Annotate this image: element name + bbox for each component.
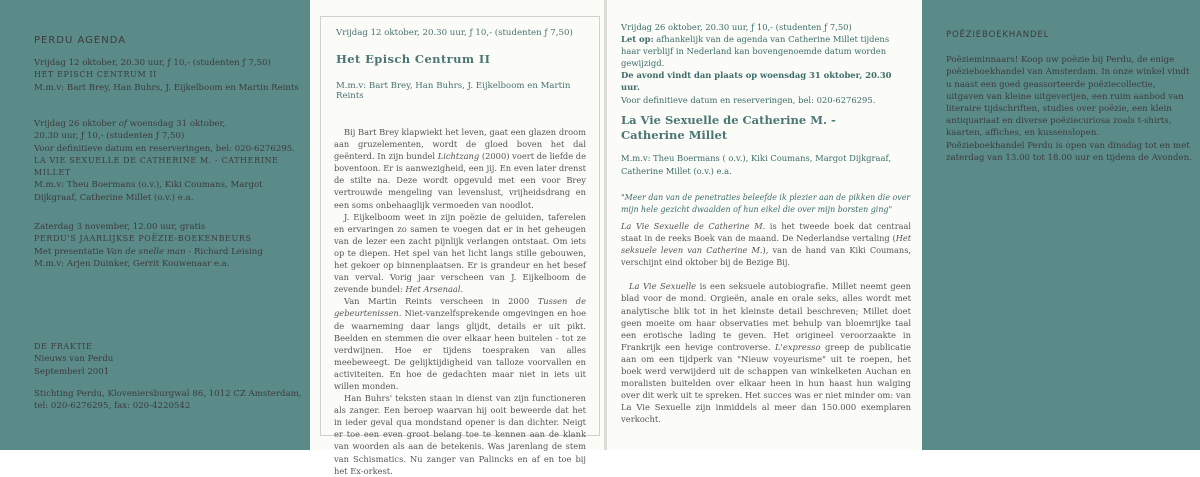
footer-phone: tel: 020-6276295, fax: 020-4220542 — [34, 401, 191, 412]
paragraph-boek-van-de-maand: La Vie Sexuelle de Catherine M. is het tweede boek dat centraal staat in de reeks Boek van de maand. De Nederlandse vertaling (Het seksuele leven van Catherine M.), van de hand van Kiki Coumans, verschijnt eind oktober bij de Bezige Bij. — [621, 221, 912, 268]
agenda-event-3 — [34, 221, 306, 270]
page-2-quote: "Meer dan van de penetraties beleefde ik plezier aan de pikken die over mijn hele gezicht dwaalden of hun eikel die over mijn borsten ging" — [621, 193, 911, 214]
event-2-date: Vrijdag 26 oktober of woensdag 31 oktober, — [34, 119, 226, 129]
footer-fraktie: DE FRAKTIE — [34, 342, 93, 351]
page-2-mmv: M.m.v: Theu Boermans ( o.v.), Kiki Coumans, Margot Dijkgraaf, Catherine Millet (o.v.) e.a. — [621, 153, 891, 176]
event-1-mmv: M.m.v: Bart Brey, Han Buhrs, J. Eijkelboom en Martin Reints — [34, 82, 299, 93]
paragraph-buhrs: Han Buhrs' teksten staan in dienst van zijn functioneren als zanger. Een beroep waarvan hij ooit beweerde dat het in ieder geval qua mondstand opener is dan dichter. Neigt er toe een even groot belang toe te kennen aan de klank van woorden als aan de betekenis. Was jarenlang de stem van Schismatics. Nu zanger van Palincks en af en toe bij het Ex-orkest. — [334, 393, 586, 476]
event-1-name: HET EPISCH CENTRUM II — [34, 70, 157, 80]
bookshop-info — [946, 29, 1196, 164]
page-2-reservations: Voor definitieve datum en reserveringen, bel: 020-6276295. — [621, 94, 876, 105]
footer-nieuws: Nieuws van Perdu — [34, 354, 114, 365]
event-3-mmv: M.m.v: Arjen Duinker, Gerrit Kouwenaar e.a. — [34, 258, 230, 269]
event-2-name-cont: MILLET — [34, 168, 71, 178]
event-2-mmv: M.m.v: Theu Boermans (o.v.), Kiki Coumans, Margot — [34, 180, 263, 191]
event-2-reservations: Voor definitieve datum en reserveringen, bel: 020-6276295. — [34, 143, 296, 154]
event-2-price: 20.30 uur, ƒ 10,- (studenten ƒ 7,50) — [34, 131, 185, 142]
paragraph-autobiografie: La Vie Sexuelle is een seksuele autobiografie. Millet neemt geen blad voor de mond. Orgieën, anale en orale seks, alles wordt met analytische blik tot in het kleinste detail beschreven; Millet doet geen moeite om haar observaties met behulp van bloemrijke taal een erotische lading te geven. Het origineel veroorzaakte in Frankrijk een hevige controverse. L'expresso greep de publicatie aan om een tijdperk van "Nieuw voyeurisme" uit te roepen, het boek werd verwijderd uit de schappen van winkelketen Auchan en moralisten buitelden over elkaar heen in hun haast hun walging over dit werk uit te spreken. Het succes was er niet minder om: van La Vie Sexuelle zijn inmiddels al meer dan 150.000 exemplaren verkocht. — [621, 281, 911, 425]
event-1-date: Vrijdag 12 oktober, 20.30 uur, ƒ 10,- (studenten ƒ 7,50) — [34, 58, 271, 68]
event-3-date: Zaterdag 3 november, 12.00 uur, gratis — [34, 222, 206, 232]
page-1-date: Vrijdag 12 oktober, 20.30 uur, ƒ 10,- (studenten ƒ 7,50) — [336, 28, 573, 38]
agenda-footer — [34, 341, 306, 412]
page-2-title: La Vie Sexuelle de Catherine M. - Catherine Millet — [621, 113, 836, 142]
page-2-note: Let op: afhankelijk van de agenda van Catherine Millet tijdens haar verblijf in Nederland kan bovengenoemde datum worden gewijzigd. — [621, 34, 890, 69]
agenda-title: PERDU AGENDA — [34, 35, 127, 46]
paragraph-reints: Van Martin Reints verscheen in 2000 Tussen de gebeurtenissen. Niet-vanzelfsprekende omgevingen en hoe de waarneming daar langs glijdt, details er uit pikt. Beelden en stemmen die over elkaar heen buitelen - tot ze verdwijnen. Hoe er tijdens toespraken van alles meebeweegt. De gelijktijdigheid van talloze voorvallen en activiteiten. En hoe de gedachten maar niet in iets uit willen monden. — [334, 296, 586, 391]
page-2-header — [621, 21, 911, 106]
page-2-alt-date: De avond vindt dan plaats op woensdag 31 oktober, 20.30 uur. — [621, 70, 892, 93]
agenda-event-1 — [34, 57, 306, 94]
bookshop-title: POËZIEBOEKHANDEL — [946, 30, 1050, 40]
page-1-title: Het Episch Centrum II — [336, 52, 491, 66]
event-2-name: LA VIE SEXUELLE DE CATHERINE M. - CATHERINE — [34, 155, 279, 165]
event-2-mmv-cont: Dijkgraaf, Catherine Millet (o.v.) e.a. — [34, 192, 194, 203]
page-1-mmv: M.m.v: Bart Brey, Han Buhrs, J. Eijkelboom en Martin Reints — [336, 81, 571, 101]
page-1-body — [334, 126, 586, 477]
agenda-event-2 — [34, 118, 306, 204]
event-3-name: PERDU'S JAARLIJKSE POËZIE-BOEKENBEURS — [34, 234, 252, 244]
paragraph-brey: Bij Bart Brey klapwiekt het leven, gaat een glazen droom aan gruzelementen, wordt de gloed boven het dal geënterd. In zijn bundel Lichtzang (2000) voert de liefde de boventoon. Er is aanwezigheid, een jij. En even later drenst de stilte na. Deze wordt opgevuld met een voor Brey vertrouwde mengeling van levenslust, vrijheidsdrang en een soms onbehaaglijk vermoeden van noodlot. — [334, 127, 586, 210]
bookshop-text: Poëzieminnaars! Koop uw poëzie bij Perdu, de enige poëzieboekhandel van Amsterdam. In onze winkel vindt u naast een goed geassorteerde poëziecollectie, uitgaven van kleine uitgeverijen, een ruim aanbod van literaire tijdschriften, studies over poëzie, een klein antiquariaat en diverse poëziecuriosa zoals t-shirts, kaarten, affiches, en kussenslopen. — [946, 55, 1190, 139]
footer-address: Stichting Perdu, Kloveniersburgwal 86, 1012 CZ Amsterdam, — [34, 388, 302, 399]
footer-date: Septemberl 2001 — [34, 366, 110, 377]
page-2-body — [621, 220, 911, 426]
event-3-presentation: Met presentatie Van de snelle man - Richard Leising — [34, 246, 263, 257]
paragraph-eijkelboom: J. Eijkelboom weet in zijn poëzie de geluiden, taferelen en ervaringen zo samen te voegen dat er in het geheugen van de lezer een zacht pijnlijk verlangen ontstaat. Om iets op te diepen. Het spel van het licht langs stille gebouwen, het gekoer op binnenplaatsen. Er is grandeur en het besef van verval. Vorig jaar verscheen van J. Eijkelboom de zevende bundel: Het Arsenaal. — [334, 211, 586, 295]
bookshop-hours: Poëzieboekhandel Perdu is open van dinsdag tot en met zaterdag van 13.00 tot 18.00 uur en tijdens de Avonden. — [946, 140, 1192, 163]
page-2-date: Vrijdag 26 oktober, 20.30 uur, ƒ 10,- (studenten ƒ 7,50) — [621, 22, 852, 32]
